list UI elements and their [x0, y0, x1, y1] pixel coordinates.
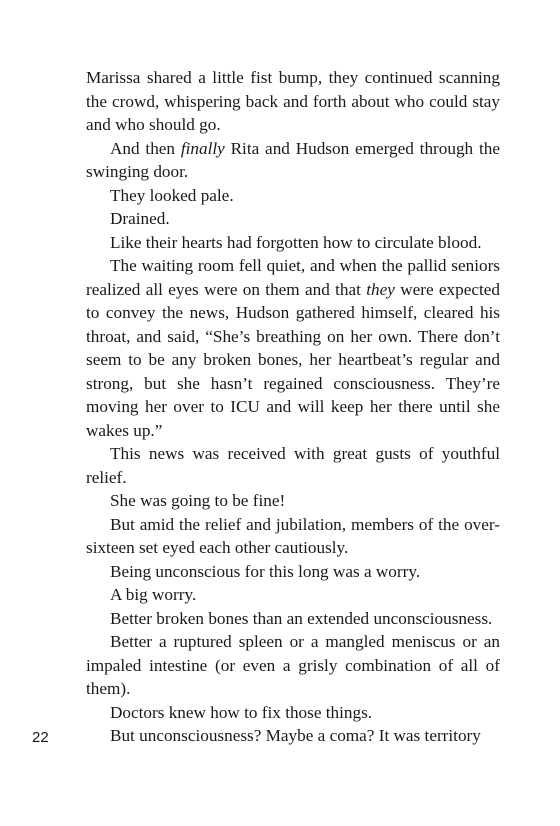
- paragraph: They looked pale.: [110, 185, 234, 205]
- paragraph: This news was received with great gusts of youthful relief.: [86, 444, 500, 487]
- paragraph: Drained.: [110, 209, 170, 228]
- paragraph: Better a ruptured spleen or a mangled meniscus or an impaled intestine (or even a grisly combination of all of them).: [86, 632, 500, 698]
- emphasis-text: finally: [180, 138, 225, 158]
- emphasis-text: they: [366, 279, 395, 299]
- paragraph-text: The waiting room fell quiet, and when the pallid seniors realized all eyes were on them and that: [86, 256, 500, 299]
- paragraph: [86, 137, 500, 184]
- paragraph: But amid the relief and jubilation, members of the over-sixteen set eyed each other cautiously.: [86, 514, 500, 557]
- paragraph: A big worry.: [110, 585, 197, 604]
- paragraph: Like their hearts had forgotten how to circulate blood.: [110, 232, 482, 252]
- paragraph: But unconsciousness? Maybe a coma? It was territory: [110, 726, 481, 745]
- paragraph: She was going to be fine!: [110, 491, 286, 510]
- paragraph: [86, 254, 500, 442]
- paragraph: Doctors knew how to fix those things.: [110, 702, 373, 722]
- paragraph: Being unconscious for this long was a worry.: [110, 561, 421, 581]
- paragraph: Better broken bones than an extended unconsciousness.: [110, 608, 493, 628]
- paragraph: Marissa shared a little fist bump, they continued scanning the crowd, whispering back and forth about who could stay and who should go.: [86, 68, 500, 134]
- page-number: 22: [32, 729, 49, 746]
- paragraph-text: were expected to convey the news, Hudson gathered himself, cleared his throat, and said, “She’s breathing on her own. There don’t seem to be any broken bones, her heartbeat’s regular and strong, but she hasn’t regained consciousness. They’re moving her over to ICU and will keep her there until she wakes up.”: [86, 279, 501, 440]
- body-text: [86, 66, 500, 748]
- paragraph-text: Rita and Hudson emerged through the swinging door.: [86, 138, 500, 181]
- paragraph-text: And then: [110, 138, 181, 158]
